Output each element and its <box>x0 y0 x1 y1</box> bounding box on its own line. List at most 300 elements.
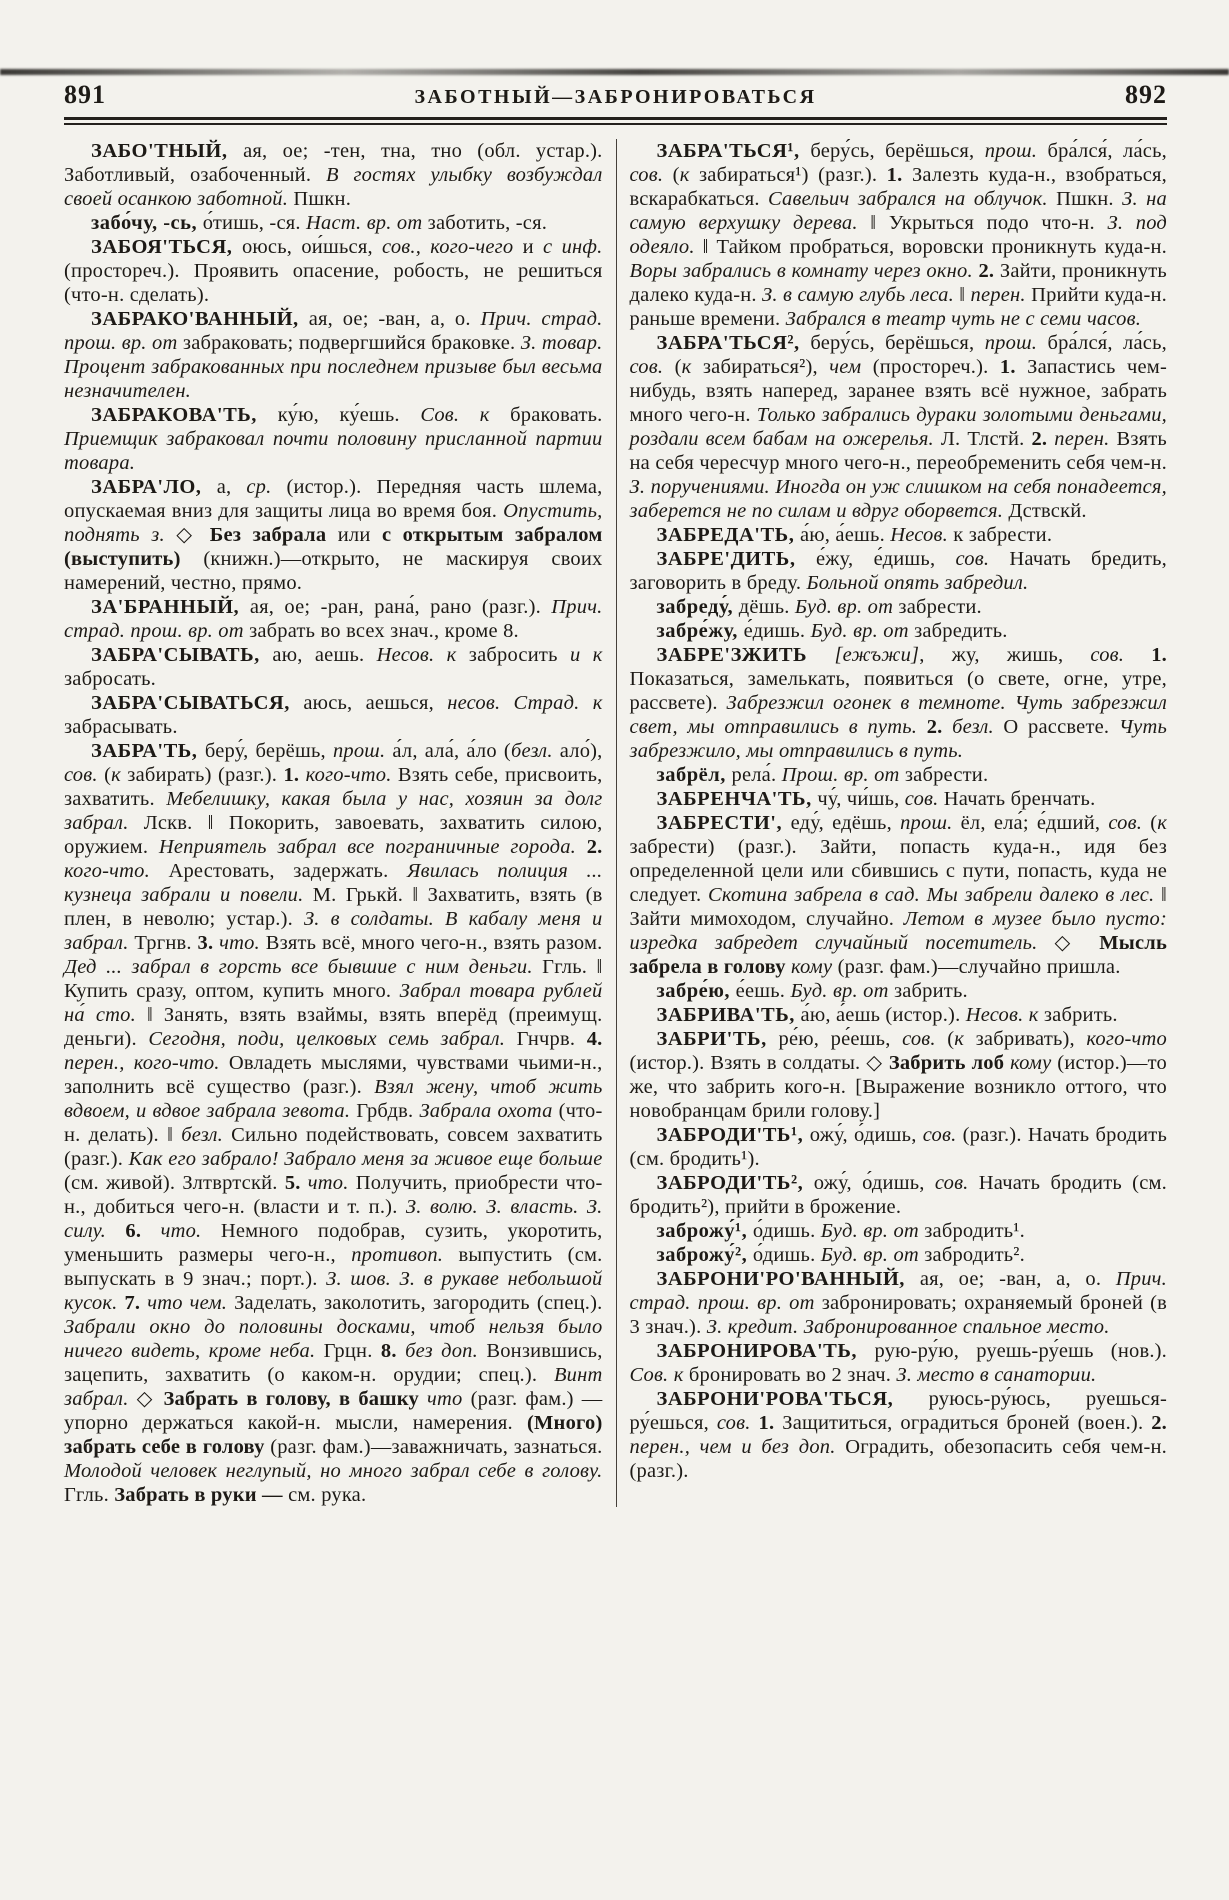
entry-text: прош. <box>984 332 1048 354</box>
entry-text: безл. <box>181 1124 232 1146</box>
entry-text: Забрать в руки — <box>114 1484 289 1506</box>
entry-text: Неприятель забрал все пограничные города. <box>158 836 587 858</box>
entry-text: забросать. <box>64 668 156 690</box>
entry-text: ре́ю, ре́ешь, <box>778 1028 903 1050</box>
entry-text: Ггль. ‖ Купить сразу, оптом, купить много. <box>64 956 603 1002</box>
headword: заброжу́², <box>656 1244 753 1266</box>
entry-text: сов. <box>922 1124 963 1146</box>
headword: забреду́, <box>656 596 739 618</box>
entry-text: (книжн.)—открыто, не маскируя своих намерений, честно, прямо. <box>64 548 603 594</box>
entry-text: и <box>522 236 544 258</box>
entry-text: Грцн. <box>323 1340 381 1362</box>
entry-text: Прич. страд. прош. вр. от <box>64 308 603 354</box>
headword: ЗАБРА'ТЬСЯ², <box>656 332 811 354</box>
entry-text: дёшь. <box>738 596 795 618</box>
entry-text: (разг.). Начать бродить (см. бродить¹). <box>629 1124 1167 1170</box>
entry-text: Взять на себя чересчур много чего-н., переобременить себя чем-н. <box>629 428 1167 474</box>
entry-text: З. поручениями. Иногда он уж слишком на себя понадеется, заберется не по силам и вдруг оборвется. <box>629 476 1167 522</box>
entry-text: кого-что. <box>64 860 169 882</box>
entry-text: кого-что. <box>305 764 398 786</box>
entry-text: Больной опять забредил. <box>806 572 1029 594</box>
entry-text: О рассвете. <box>1003 716 1119 738</box>
entry-text: Савельич забрался на облучок. <box>768 188 1057 210</box>
entry-text: забрести. <box>898 596 982 618</box>
entry-text: Забрал товара рублей на́ сто. <box>64 980 603 1026</box>
entry-text: что. <box>160 1220 221 1242</box>
entry-text: (простореч.). <box>872 356 1000 378</box>
entry-text: рую-ру́ю, руешь-ру́ешь (нов.). <box>874 1340 1167 1362</box>
dictionary-entry <box>630 643 1168 763</box>
entry-text: Опустить, поднять з. <box>64 500 603 546</box>
entry-text: (простореч.). Проявить опасение, робость, не решиться (что-н. сделать). <box>64 260 603 306</box>
entry-text: без доп. <box>405 1340 487 1362</box>
entry-text: Пшкн. <box>1056 188 1123 210</box>
entry-text: Л. Тлстй. <box>940 428 1032 450</box>
entry-text: Защититься, оградиться броней (воен.). <box>782 1412 1152 1434</box>
entry-text: с открытым забралом (выступить) <box>64 524 603 570</box>
dictionary-entry <box>630 1267 1168 1339</box>
dictionary-entry <box>64 307 603 403</box>
entry-text: (истор.). Взять в солдаты. ◇ <box>629 1052 889 1074</box>
entry-text: сов. <box>904 788 944 810</box>
entry-text: Овладеть мыслями, чувствами чьими-н., заполнить всё существо (разг.). <box>64 1052 603 1098</box>
entry-text: к забрести. <box>953 524 1053 546</box>
dictionary-entry <box>630 547 1168 595</box>
headword: ЗА'БРАННЫЙ, <box>91 596 250 618</box>
entry-text: браковать. <box>510 404 603 426</box>
entry-text: ёл, ела́; е́дший, <box>960 812 1109 834</box>
entry-text: Арестовать, задержать. <box>168 860 407 882</box>
entry-text: е́жу, е́дишь, <box>815 548 956 570</box>
entry-text: ало́), <box>559 740 603 762</box>
entry-text: 1. <box>283 764 306 786</box>
entry-text: Грбдв. <box>356 1100 420 1122</box>
entry-text: забродить². <box>924 1244 1025 1266</box>
entry-text: кому <box>1010 1052 1058 1074</box>
entry-text: З. место в санатории. <box>896 1364 1097 1386</box>
entry-text: или <box>337 524 382 546</box>
entry-text: забрести) (разг.). Зайти, попасть куда-н., идя без определенной цели или сбившись с пути, попасть, куда не следует. <box>629 836 1167 906</box>
entry-text: 1. <box>1151 644 1167 666</box>
entry-text: 8. <box>380 1340 406 1362</box>
entry-text: ◇ <box>136 1388 164 1410</box>
entry-text: забродить¹. <box>924 1220 1025 1242</box>
entry-text: Только забрались дураки золотыми деньгами, роздали всем бабам на ожерелья. <box>629 404 1168 450</box>
entry-text: что <box>427 1388 471 1410</box>
entry-text: беру́сь, берёшься, <box>810 332 985 354</box>
dictionary-entry <box>630 523 1168 547</box>
entry-text: Прич. страд. прош. вр. от <box>629 1268 1167 1314</box>
dictionary-entry <box>64 211 603 235</box>
entry-text: М. Грькй. ‖ Захватить, взять (в плен, в неволю; устар.). <box>64 884 603 930</box>
entry-text: Прийти куда-н. раньше времени. <box>629 284 1168 330</box>
page-number-right: 892 <box>1124 80 1167 109</box>
dictionary-entry <box>64 403 603 475</box>
entry-text: Сегодня, поди, целковых семь забрал. <box>148 1028 517 1050</box>
entry-text: и к <box>569 644 603 666</box>
headword: ЗАБРАКО'ВАННЫЙ, <box>91 308 309 330</box>
entry-text: к <box>1157 812 1168 834</box>
entry-text: Буд. вр. от <box>794 596 899 618</box>
entry-text: Приемщик забраковал почти половину присланной партии товара. <box>64 428 603 474</box>
entry-text: кого-что <box>1086 1028 1167 1050</box>
headword: ЗАБРОНИРОВА'ТЬ, <box>656 1340 875 1362</box>
dictionary-entry <box>64 643 603 691</box>
headword: ЗАБРИВА'ТЬ, <box>656 1004 801 1026</box>
entry-text: безл. <box>510 740 560 762</box>
page-header <box>64 80 1167 110</box>
entry-text: Зайти, проникнуть далеко куда-н. <box>629 260 1167 306</box>
entry-text: 2. <box>586 836 603 858</box>
entry-text: ку́ю, ку́ешь. <box>277 404 421 426</box>
entry-text: к <box>681 356 703 378</box>
headword: ЗАБО'ТНЫЙ, <box>91 140 244 162</box>
entry-text: Лскв. ‖ Покорить, завоевать, захватить силою, оружием. <box>64 812 603 858</box>
entry-text: руюсь-ру́юсь, руешься-ру́ешься, <box>629 1388 1168 1434</box>
entry-text: сов. <box>716 1412 759 1434</box>
entry-text: бра́лся́, ла́сь, <box>1047 140 1167 162</box>
entry-text: Забрался в театр чуть не с семи часов. <box>785 308 1142 330</box>
entry-text: Запастись чем-нибудь, взять наперед, заранее взять всё нужное, забрать много чего-н. <box>629 356 1167 426</box>
entry-text: е́дишь. <box>743 620 811 642</box>
entry-text: к <box>111 764 128 786</box>
entry-text: ◇ <box>176 524 210 546</box>
entry-text: [ежъжи] <box>834 644 920 666</box>
entry-text: 2. <box>926 716 953 738</box>
entry-text: Скотина забрела в сад. Мы забрели далеко в лес. <box>707 884 1162 906</box>
entry-text: что. <box>307 1172 356 1194</box>
entry-text: сов., кого-чего <box>382 236 523 258</box>
entry-text: Показаться, замелькать, появиться (о свете, огне, утре, рассвете). <box>629 668 1167 714</box>
entry-text: см. рука. <box>288 1484 367 1506</box>
entry-text: 6. <box>125 1220 161 1242</box>
dictionary-entry <box>630 1219 1168 1243</box>
entry-text: Забрали окно до половины досками, чтоб нельзя было ничего видеть, кроме неба. <box>64 1316 603 1362</box>
dictionary-entry <box>64 595 603 643</box>
entry-text: беру́сь, берёшься, <box>810 140 985 162</box>
entry-text: а́л, ала́, а́ло ( <box>392 740 511 762</box>
entry-text: Дед ... забрал в горсть все бывшие с ним деньги. <box>64 956 543 978</box>
headword: забре́ю, <box>656 980 736 1002</box>
entry-text: а, <box>216 476 247 498</box>
entry-text: чу́, чи́шь, <box>817 788 905 810</box>
entry-text: З. под одеяло. <box>629 212 1167 258</box>
entry-text: Забрать в голову, в башку <box>163 1388 428 1410</box>
dictionary-entry <box>630 139 1168 331</box>
headword: забо́чу, -сь, <box>91 212 203 234</box>
dictionary-entry <box>630 1027 1168 1123</box>
entry-text: Начать бродить (см. бродить²), прийти в брожение. <box>629 1172 1167 1218</box>
headword: ЗАБРА'ТЬ, <box>91 740 205 762</box>
entry-text: сов. <box>934 1172 979 1194</box>
entry-text: (истор.). Передняя часть шлема, опускаемая вниз для защиты лица во время боя. <box>64 476 603 522</box>
entry-text: Явилась полиция ... кузнеца забрали и повели. <box>64 860 603 906</box>
entry-text: беру́, берёшь, <box>204 740 333 762</box>
entry-text: Вонзившись, зацепить, захватить (о каком-н. орудии; спец.). <box>64 1340 603 1386</box>
right-column <box>616 139 1168 1507</box>
entry-text: оюсь, ои́шься, <box>241 236 383 258</box>
entry-text: (Много) забрать себе в голову <box>64 1412 603 1458</box>
entry-text: ( <box>674 356 682 378</box>
entry-text: ‖ Занять, взять взаймы, взять вперёд (преимущ. деньги). <box>64 1004 603 1050</box>
headword: забрёл, <box>656 764 732 786</box>
headword: ЗАБРА'СЫВАТЬСЯ, <box>91 692 304 714</box>
running-head: ЗАБОТНЫЙ—ЗАБРОНИРОВАТЬСЯ <box>414 86 817 108</box>
entry-text: Мысль забрела в голову <box>629 932 1167 978</box>
entry-text: аюсь, аешься, <box>303 692 448 714</box>
entry-text: ( <box>672 164 680 186</box>
entry-text: аю, аешь. <box>272 644 377 666</box>
entry-text: ср. <box>246 476 287 498</box>
header-rule <box>64 117 1167 125</box>
entry-text: ая, ое; -ран, рана́, рано (разг.). <box>249 596 552 618</box>
entry-text: Прош. вр. от <box>781 764 905 786</box>
dictionary-entry <box>64 691 603 739</box>
entry-text: Буд. вр. от <box>790 980 894 1002</box>
entry-text: Ггль. <box>64 1484 115 1506</box>
entry-text: сов. <box>1090 644 1152 666</box>
entry-text: рела́. <box>731 764 782 786</box>
entry-text: З. волю. З. власть. З. силу. <box>64 1196 603 1242</box>
dictionary-entry <box>64 739 603 1507</box>
entry-text: Сов. к <box>420 404 511 426</box>
entry-text: забирать) (разг.). <box>127 764 284 786</box>
entry-text: ( <box>104 764 112 786</box>
headword: ЗАБРОДИ'ТЬ², <box>656 1172 814 1194</box>
entry-text: З. кредит. Забронированное спальное место. <box>706 1316 1110 1338</box>
headword: ЗАБРЕСТИ', <box>656 812 791 834</box>
dictionary-entry <box>630 763 1168 787</box>
entry-text: 2. <box>1031 428 1055 450</box>
entry-text: о́дишь. <box>752 1220 821 1242</box>
entry-text: Несов. к <box>965 1004 1044 1026</box>
entry-text: Тргнв. <box>134 932 198 954</box>
headword: ЗАБРОДИ'ТЬ¹, <box>656 1124 810 1146</box>
headword: ЗАБРЕДА'ТЬ, <box>656 524 800 546</box>
entry-text: (что-н. делать). ‖ <box>64 1100 603 1146</box>
dictionary-entry <box>630 1387 1168 1483</box>
entry-text: 2. <box>978 260 1000 282</box>
entry-text: Забрить лоб <box>888 1052 1011 1074</box>
entry-text: выпустить (см. выпускать в 9 знач.; порт.). <box>64 1244 603 1290</box>
entry-text: забираться¹) (разг.). <box>699 164 887 186</box>
entry-text: З. шов. З. в рукаве небольшой кусок. <box>64 1268 603 1314</box>
headword: ЗАБРЕ'ЗЖИТЬ <box>656 644 835 666</box>
entry-text: перен. <box>1054 428 1117 450</box>
entry-text: перен. <box>970 284 1032 306</box>
entry-text: прош. <box>900 812 961 834</box>
entry-text: забираться²), <box>702 356 830 378</box>
entry-text: ‖ Тайком пробраться, воровски проникнуть куда-н. <box>702 236 1167 258</box>
dictionary-entry <box>630 595 1168 619</box>
entry-text: забрести. <box>904 764 989 786</box>
dictionary-entry <box>630 1339 1168 1387</box>
entry-text: Как его забрало! Забрало меня за живое еще больше <box>128 1148 603 1170</box>
entry-text: чем <box>829 356 873 378</box>
entry-text: заботить, -ся. <box>427 212 548 234</box>
headword: ЗАБРОНИ'РОВА'ТЬСЯ, <box>656 1388 929 1410</box>
entry-text: забросить <box>468 644 570 666</box>
dictionary-entry <box>64 139 603 211</box>
entry-text: кому <box>790 956 838 978</box>
entry-text: Дствскй. <box>1008 500 1087 522</box>
entry-text: забрить. <box>1043 1004 1118 1026</box>
entry-text: Оградить, обезопасить себя чем-н. (разг.). <box>629 1436 1167 1482</box>
entry-text: Наст. вр. от <box>306 212 428 234</box>
headword: ЗАБРЕ'ДИТЬ, <box>656 548 816 570</box>
entry-text: с инф. <box>543 236 603 258</box>
entry-text: ◇ <box>1054 932 1100 954</box>
dictionary-entry <box>64 235 603 307</box>
headword: ЗАБРА'СЫВАТЬ, <box>91 644 273 666</box>
entry-text: бронировать во 2 знач. <box>688 1364 897 1386</box>
headword: ЗАБРИ'ТЬ, <box>656 1028 779 1050</box>
entry-text: З. в солдаты. В кабалу меня и забрал. <box>64 908 603 954</box>
entry-text: Заделать, заколотить, загородить (спец.). <box>234 1292 603 1314</box>
entry-text: прош. <box>332 740 393 762</box>
entry-text: сов. <box>902 1028 948 1050</box>
entry-text: Несов. к <box>376 644 469 666</box>
left-column <box>64 139 616 1507</box>
headword: заброжу́¹, <box>656 1220 753 1242</box>
entry-text: забрить. <box>893 980 968 1002</box>
entry-text: 5. <box>284 1172 308 1194</box>
entry-text: а́ю, а́ешь. <box>799 524 891 546</box>
entry-text: ая, ое; -ван, а, о. <box>919 1268 1116 1290</box>
entry-text: что чем. <box>147 1292 235 1314</box>
entry-text: ( <box>947 1028 955 1050</box>
entry-text: 2. <box>1151 1412 1167 1434</box>
entry-text: Пшкн. <box>293 188 352 210</box>
entry-text: противоп. <box>351 1244 459 1266</box>
dictionary-entry <box>630 1243 1168 1267</box>
entry-text: бра́лся́, ла́сь, <box>1047 332 1167 354</box>
dictionary-entry <box>630 811 1168 979</box>
dictionary-entry <box>630 979 1168 1003</box>
entry-text: 3. <box>197 932 220 954</box>
entry-text: Сильно подействовать, совсем захватить (разг.). <box>64 1124 603 1170</box>
entry-text: е́ешь. <box>735 980 791 1002</box>
entry-text: сов. <box>629 164 673 186</box>
entry-text: (истор.)—то же, что забрить кого-н. [Выражение возникло оттого, что новобранцам брили голову.] <box>629 1052 1167 1122</box>
entry-text: ‖ <box>959 284 971 306</box>
entry-text: ‖ Зайти мимоходом, случайно. <box>629 884 1167 930</box>
dictionary-entry <box>630 787 1168 811</box>
headword: ЗАБРЕНЧА'ТЬ, <box>656 788 818 810</box>
entry-text: Без забрала <box>209 524 338 546</box>
entry-text: забрать во всех знач., кроме 8. <box>249 620 519 642</box>
entry-text: безл. <box>952 716 1004 738</box>
entry-text: сов. <box>955 548 1010 570</box>
entry-text: несов. Страд. к <box>447 692 603 714</box>
entry-text: (см. живой). Злтвртскй. <box>64 1172 285 1194</box>
entry-text: еду́, едёшь, <box>790 812 901 834</box>
entry-text: Забрала охота <box>419 1100 559 1122</box>
dictionary-entry <box>630 1003 1168 1027</box>
entry-text: Винт забрал. <box>64 1364 603 1410</box>
entry-text: ( <box>1150 812 1158 834</box>
entry-text: Сов. к <box>629 1364 689 1386</box>
dictionary-entry <box>630 1171 1168 1219</box>
entry-text: ожу́, о́дишь, <box>809 1124 923 1146</box>
entry-text: Чуть забрезжило, мы отправились в путь. <box>629 716 1168 762</box>
entry-text: Забрезжил огонек в темноте. Чуть забрезжил свет, мы отправились в путь. <box>629 692 1167 738</box>
entry-text: В гостях улыбку возбуждал своей осанкою заботной. <box>64 164 603 210</box>
headword: ЗАБРА'ЛО, <box>91 476 217 498</box>
entry-text: прош. <box>984 140 1048 162</box>
entry-text: Буд. вр. от <box>810 620 915 642</box>
entry-text: , жу, жишь, <box>919 644 1091 666</box>
scan-artifact-line <box>0 69 1229 75</box>
entry-text: к <box>954 1028 976 1050</box>
entry-text: Получить, приобрести что-н., добиться чего-н. (власти и т. п.). <box>64 1172 603 1218</box>
dictionary-entry <box>630 1123 1168 1171</box>
page-number-left: 891 <box>64 80 106 109</box>
entry-text: Взять всё, много чего-н., взять разом. <box>265 932 603 954</box>
entry-text: Воры забрались в комнату через окно. <box>629 260 979 282</box>
entry-text: 1. <box>886 164 912 186</box>
entry-text: Гнчрв. <box>516 1028 587 1050</box>
entry-text: ая, ое; -тен, тна, тно (обл. устар.). Заботливый, озабоченный. <box>64 140 603 186</box>
entry-text: Мебелишку, какая была у нас, хозяин за долг забрал. <box>64 788 603 834</box>
entry-text: Взять себе, присвоить, захватить. <box>64 764 603 810</box>
entry-text: Начать бредить, заговорить в бреду. <box>629 548 1167 594</box>
entry-text: Буд. вр. от <box>820 1244 925 1266</box>
entry-text: забраковать; подвергшийся браковке. <box>182 332 521 354</box>
entry-text: ая, ое; -ван, а, о. <box>308 308 481 330</box>
dictionary-entry <box>64 475 603 595</box>
entry-text: (разг. фам.)—заважничать, зазнаться. <box>270 1436 603 1458</box>
entry-text: сов. <box>629 356 675 378</box>
entry-text: Несов. <box>890 524 954 546</box>
entry-text: ожу́, о́дишь, <box>813 1172 935 1194</box>
entry-text: (разг. фам.)—случайно пришла. <box>837 956 1121 978</box>
entry-text: к <box>679 164 699 186</box>
entry-text: Буд. вр. от <box>820 1220 925 1242</box>
entry-text: перен., кого-что. <box>64 1052 229 1074</box>
dictionary-entry <box>630 331 1168 523</box>
entry-text: что. <box>219 932 266 954</box>
headword: ЗАБРАКОВА'ТЬ, <box>91 404 278 426</box>
headword: ЗАБРА'ТЬСЯ¹, <box>656 140 811 162</box>
entry-text: Начать бренчать. <box>943 788 1096 810</box>
entry-text: сов. <box>64 764 105 786</box>
headword: ЗАБРОНИ'РО'ВАННЫЙ, <box>656 1268 920 1290</box>
entry-text: Молодой человек неглупый, но много забрал себе в голову. <box>64 1460 603 1482</box>
entry-text: 1. <box>758 1412 783 1434</box>
entry-text: забрасывать. <box>64 716 178 738</box>
dictionary-entry <box>630 619 1168 643</box>
entry-text: о́тишь, -ся. <box>202 212 307 234</box>
entry-text: забривать), <box>975 1028 1087 1050</box>
entry-text: Летом в музее было пусто: изредка забредет случайный посетитель. <box>629 908 1167 954</box>
entry-text: забронировать; охраняемый броней (в 3 знач.). <box>629 1292 1167 1338</box>
entry-text: 1. <box>999 356 1028 378</box>
entry-text: (разг. фам.) — упорно держаться какой-н. мысли, намерения. <box>64 1388 603 1434</box>
entry-text: Взял жену, чтоб жить вдвоем, и вдвое забрала зевота. <box>64 1076 603 1122</box>
text-columns <box>64 139 1167 1507</box>
entry-text: Прич. страд. прош. вр. от <box>64 596 603 642</box>
headword: забре́жу, <box>656 620 744 642</box>
entry-text: З. в самую глубь леса. <box>762 284 960 306</box>
entry-text: Залезть куда-н., взобраться, вскарабкаться. <box>629 164 1167 210</box>
entry-text: перен., чем и без доп. <box>629 1436 846 1458</box>
entry-text: 7. <box>124 1292 148 1314</box>
entry-text: З. на самую верхушку дерева. <box>629 188 1167 234</box>
entry-text: о́дишь. <box>752 1244 821 1266</box>
entry-text: 4. <box>586 1028 603 1050</box>
entry-text: Немного подобрав, сузить, укоротить, уменьшить размеры чего-н., <box>64 1220 603 1266</box>
